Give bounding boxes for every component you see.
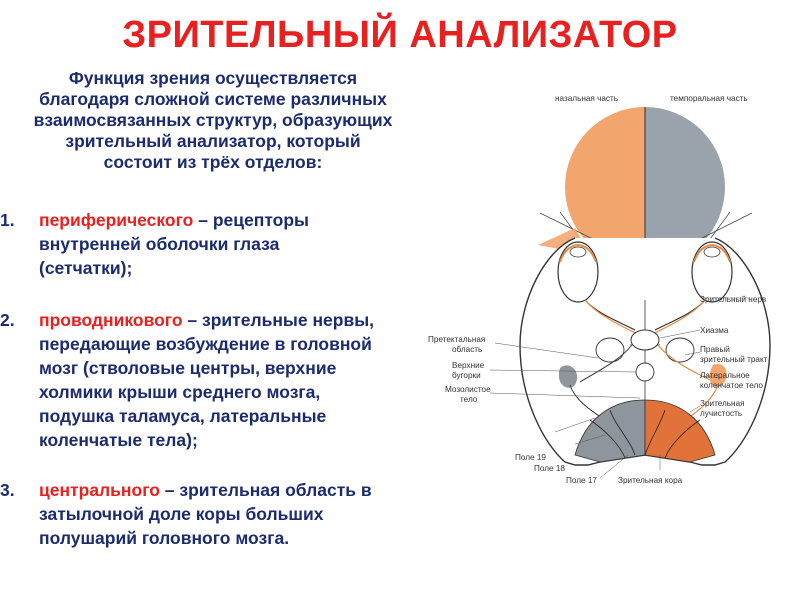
item-number: 3.	[0, 480, 15, 500]
list-item-peripheral	[0, 208, 425, 280]
label-tract-2: зрительный тракт	[700, 355, 768, 364]
label-field-18: Поле 18	[534, 464, 565, 473]
visual-pathway-diagram	[420, 80, 800, 500]
label-radiation-1: Зрительная	[700, 399, 745, 408]
item-number: 1.	[0, 210, 15, 230]
chiasm	[631, 330, 659, 350]
item-first-line	[0, 208, 425, 232]
item-highlight: центрального	[39, 480, 160, 500]
label-radiation-2: лучистость	[700, 409, 743, 418]
label-pretectal-1: Претектальная	[428, 335, 486, 344]
right-lens	[704, 247, 720, 257]
item-first-rest: – зрительные нервы,	[182, 310, 375, 330]
item-line: холмики крыши среднего мозга,	[39, 382, 321, 402]
item-number: 2.	[0, 310, 15, 330]
label-tract-1: Правый	[700, 345, 730, 354]
label-colliculi-1: Верхние	[452, 361, 485, 370]
item-first-rest: – зрительная область в	[159, 480, 372, 500]
item-highlight: периферического	[39, 210, 194, 230]
item-line: передающие возбуждение в головной	[39, 334, 372, 354]
item-highlight: проводникового	[39, 310, 183, 330]
right-thalamus	[666, 338, 694, 362]
label-chiasm: Хиазма	[700, 326, 729, 335]
label-callosum-1: Мозолистое	[445, 385, 491, 394]
list-item-conductive	[0, 308, 425, 452]
item-first-rest: – рецепторы	[193, 210, 309, 230]
intro-line: Функция зрения осуществляется	[68, 68, 358, 88]
label-optic-nerve: Зрительный нерв	[700, 295, 767, 304]
item-line: (сетчатки);	[39, 258, 133, 278]
intro-line: благодаря сложной системе различных	[39, 89, 387, 109]
list-item-central	[0, 478, 425, 550]
left-lens	[570, 247, 586, 257]
intro-line: взаимосвязанных структур, образующих	[33, 110, 393, 130]
label-lgn-2: коленчатое тело	[700, 381, 763, 390]
label-callosum-2: тело	[460, 395, 478, 404]
label-lgn-1: Латеральное	[700, 371, 750, 380]
label-field-17: Поле 17	[566, 476, 597, 485]
item-line: коленчатые тела);	[39, 430, 198, 450]
item-line: подушка таламуса, латеральные	[39, 406, 327, 426]
label-temporal: темпоральная часть	[670, 94, 748, 103]
left-thalamus	[596, 338, 624, 362]
item-first-line	[0, 478, 425, 502]
intro-line: зрительный анализатор, который	[65, 131, 361, 151]
label-visual-cortex: Зрительная кора	[618, 476, 683, 485]
item-line: полушарий головного мозга.	[39, 528, 290, 548]
item-first-line	[0, 308, 425, 332]
intro-line: состоит из трёх отделов:	[103, 152, 323, 172]
superior-colliculi	[636, 363, 654, 381]
item-line: затылочной доле коры больших	[39, 504, 324, 524]
item-line: внутренней оболочки глаза	[39, 234, 280, 254]
label-field-19: Поле 19	[515, 453, 546, 462]
label-nasal: назальная часть	[555, 94, 619, 103]
intro-text	[8, 68, 418, 173]
label-pretectal-2: область	[452, 345, 483, 354]
item-line: мозг (стволовые центры, верхние	[39, 358, 337, 378]
page-title: ЗРИТЕЛЬНЫЙ АНАЛИЗАТОР	[122, 14, 678, 56]
label-colliculi-2: бугорки	[452, 371, 481, 380]
